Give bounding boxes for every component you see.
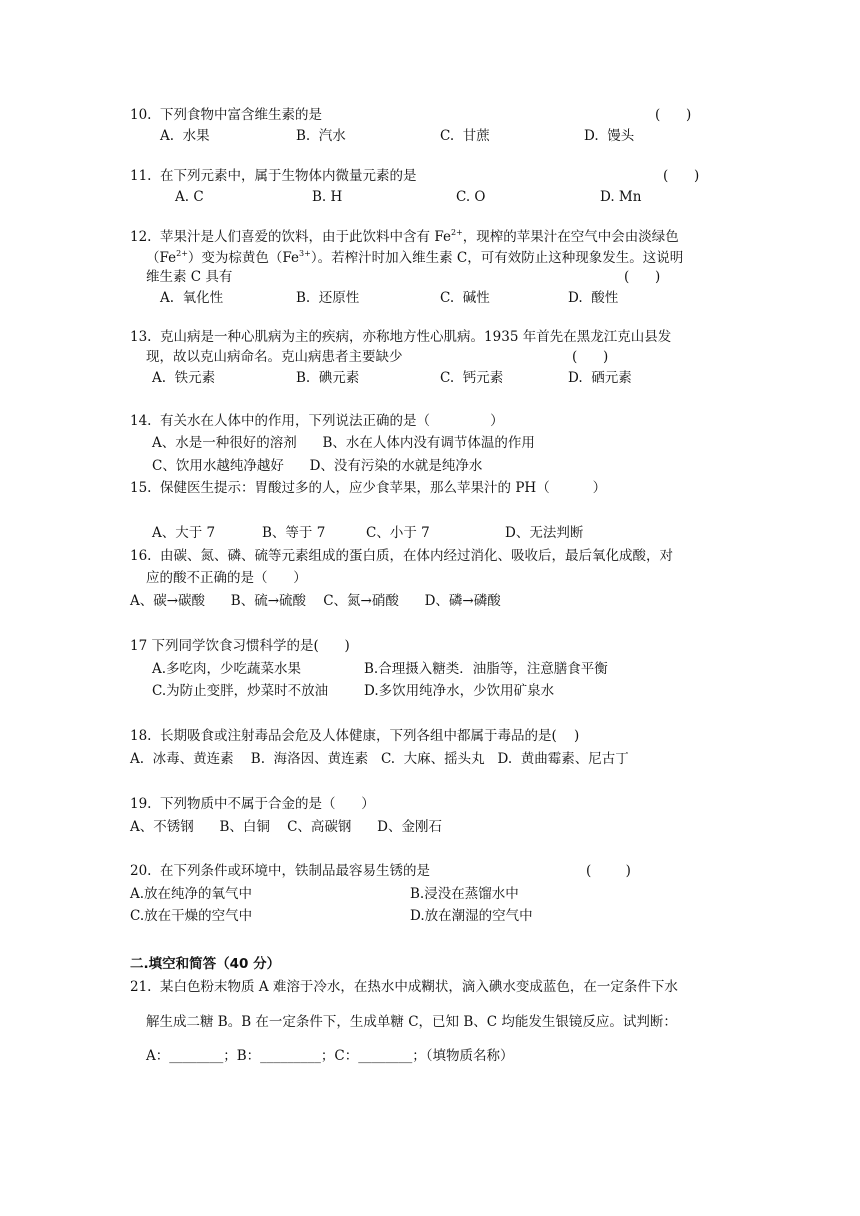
q17-stem: 17 下列同学饮食习惯科学的是( ) [130,638,350,654]
q20-option-d: D.放在潮湿的空气中 [410,908,533,924]
q12-option-b: B. 还原性 [296,290,360,306]
q10-stem: 10. 下列食物中富含维生素的是 [130,107,323,123]
q15-option-a: A、大于 7 [152,525,216,541]
q11-option-a: A. C [175,189,204,205]
q15-option-d: D、无法判断 [505,525,584,541]
section-heading: 二.填空和简答（40 分） [130,956,281,972]
q20-stem: 20. 在下列条件或环境中，铁制品最容易生锈的是 [130,863,431,879]
q14-stem: 14. 有关水在人体中的作用，下列说法正确的是（ ） [130,413,504,429]
q12-line3: 维生素 C 具有 [146,269,233,285]
q10-answer-paren: ( ) [655,107,692,123]
q12-line2: $(Fe^{2+})$变为棕黄色$(Fe^{3+})$。若榨汁时加入维生素 C，可有效防止这种现象发生。这说明 [146,249,684,266]
q12-answer-paren: ( ) [624,269,661,285]
q10-option-c: C. 甘蔗 [440,128,490,144]
q15-stem: 15. 保健医生提示：胃酸过多的人，应少食苹果，那么苹果汁的 PH（ ） [130,480,607,496]
q10-option-a: A. 水果 [160,128,210,144]
q19-options: A、不锈钢 B、白铜 C、高碳钢 D、金刚石 [130,819,442,835]
q12-option-d: D. 酸性 [568,290,619,306]
q11-option-d: D. Mn [600,189,642,205]
q18-options: A. 冰毒、黄连素 B. 海洛因、黄连素 C. 大麻、摇头丸 D. 黄曲霉素、尼古丁 [130,751,629,767]
q10-option-d: D. 馒头 [584,128,635,144]
q20-option-c: C.放在干燥的空气中 [130,908,253,924]
q19-stem: 19. 下列物质中不属于合金的是（ ） [130,796,375,812]
q21-line1: 21. 某白色粉末物质 A 难溶于冷水，在热水中成糊状，滴入碘水变成蓝色，在一定条件下水 [130,979,678,995]
q17-option-c: C.为防止变胖，炒菜时不放油 [152,683,329,699]
q14-options-row1: A、水是一种很好的溶剂 B、水在人体内没有调节体温的作用 [152,435,535,451]
q12-option-a: A. 氧化性 [160,290,224,306]
q11-answer-paren: ( ) [663,168,700,184]
q13-option-b: B. 碘元素 [296,370,360,386]
q13-line1: 13. 克山病是一种心肌病为主的疾病，亦称地方性心肌病。1935 年首先在黑龙江克山县发 [130,329,672,345]
q13-answer-paren: ( ) [572,349,609,365]
q16-line2: 应的酸不正确的是（ ） [146,570,307,586]
q21-line2: 解生成二糖 B。B 在一定条件下，生成单糖 C，已知 B、C 均能发生银镜反应。试判断： [146,1014,677,1030]
q13-option-d: D. 硒元素 [568,370,632,386]
q17-option-a: A.多吃肉，少吃蔬菜水果 [152,661,302,677]
q20-option-b: B.浸没在蒸馏水中 [410,886,519,902]
q17-option-d: D.多饮用纯净水，少饮用矿泉水 [364,683,555,699]
q21-answer-blanks: A：________；B：_________；C：________；（填物质名称） [146,1048,514,1064]
q12-option-c: C. 碱性 [440,290,490,306]
q15-option-b: B、等于 7 [262,525,326,541]
q11-option-b: B. H [312,189,343,205]
q16-options: A、碳→碳酸 B、硫→硫酸 C、氮→硝酸 D、磷→磷酸 [130,593,501,609]
q14-options-row2: C、饮用水越纯净越好 D、没有污染的水就是纯净水 [152,458,483,474]
q18-stem: 18. 长期吸食或注射毒品会危及人体健康，下列各组中都属于毒品的是( ) [130,728,580,744]
q12-line1: 12. 苹果汁是人们喜爱的饮料，由于此饮料中含有 $Fe^{2+}$，现榨的苹果汁在空气中会由淡绿色 [130,228,679,245]
q17-option-b: B.合理摄入糖类．油脂等，注意膳食平衡 [364,661,608,677]
q13-option-c: C. 钙元素 [440,370,504,386]
q20-option-a: A.放在纯净的氧气中 [130,886,253,902]
q15-option-c: C、小于 7 [366,525,430,541]
q16-line1: 16. 由碳、氮、磷、硫等元素组成的蛋白质，在体内经过消化、吸收后，最后氧化成酸，对 [130,548,674,564]
q11-option-c: C. O [456,189,486,205]
q13-option-a: A. 铁元素 [152,370,216,386]
q20-answer-paren: ( ) [586,863,631,879]
q10-option-b: B. 汽水 [296,128,346,144]
q11-stem: 11. 在下列元素中，属于生物体内微量元素的是 [130,168,417,184]
q13-line2: 现，故以克山病命名。克山病患者主要缺少 [146,349,403,365]
